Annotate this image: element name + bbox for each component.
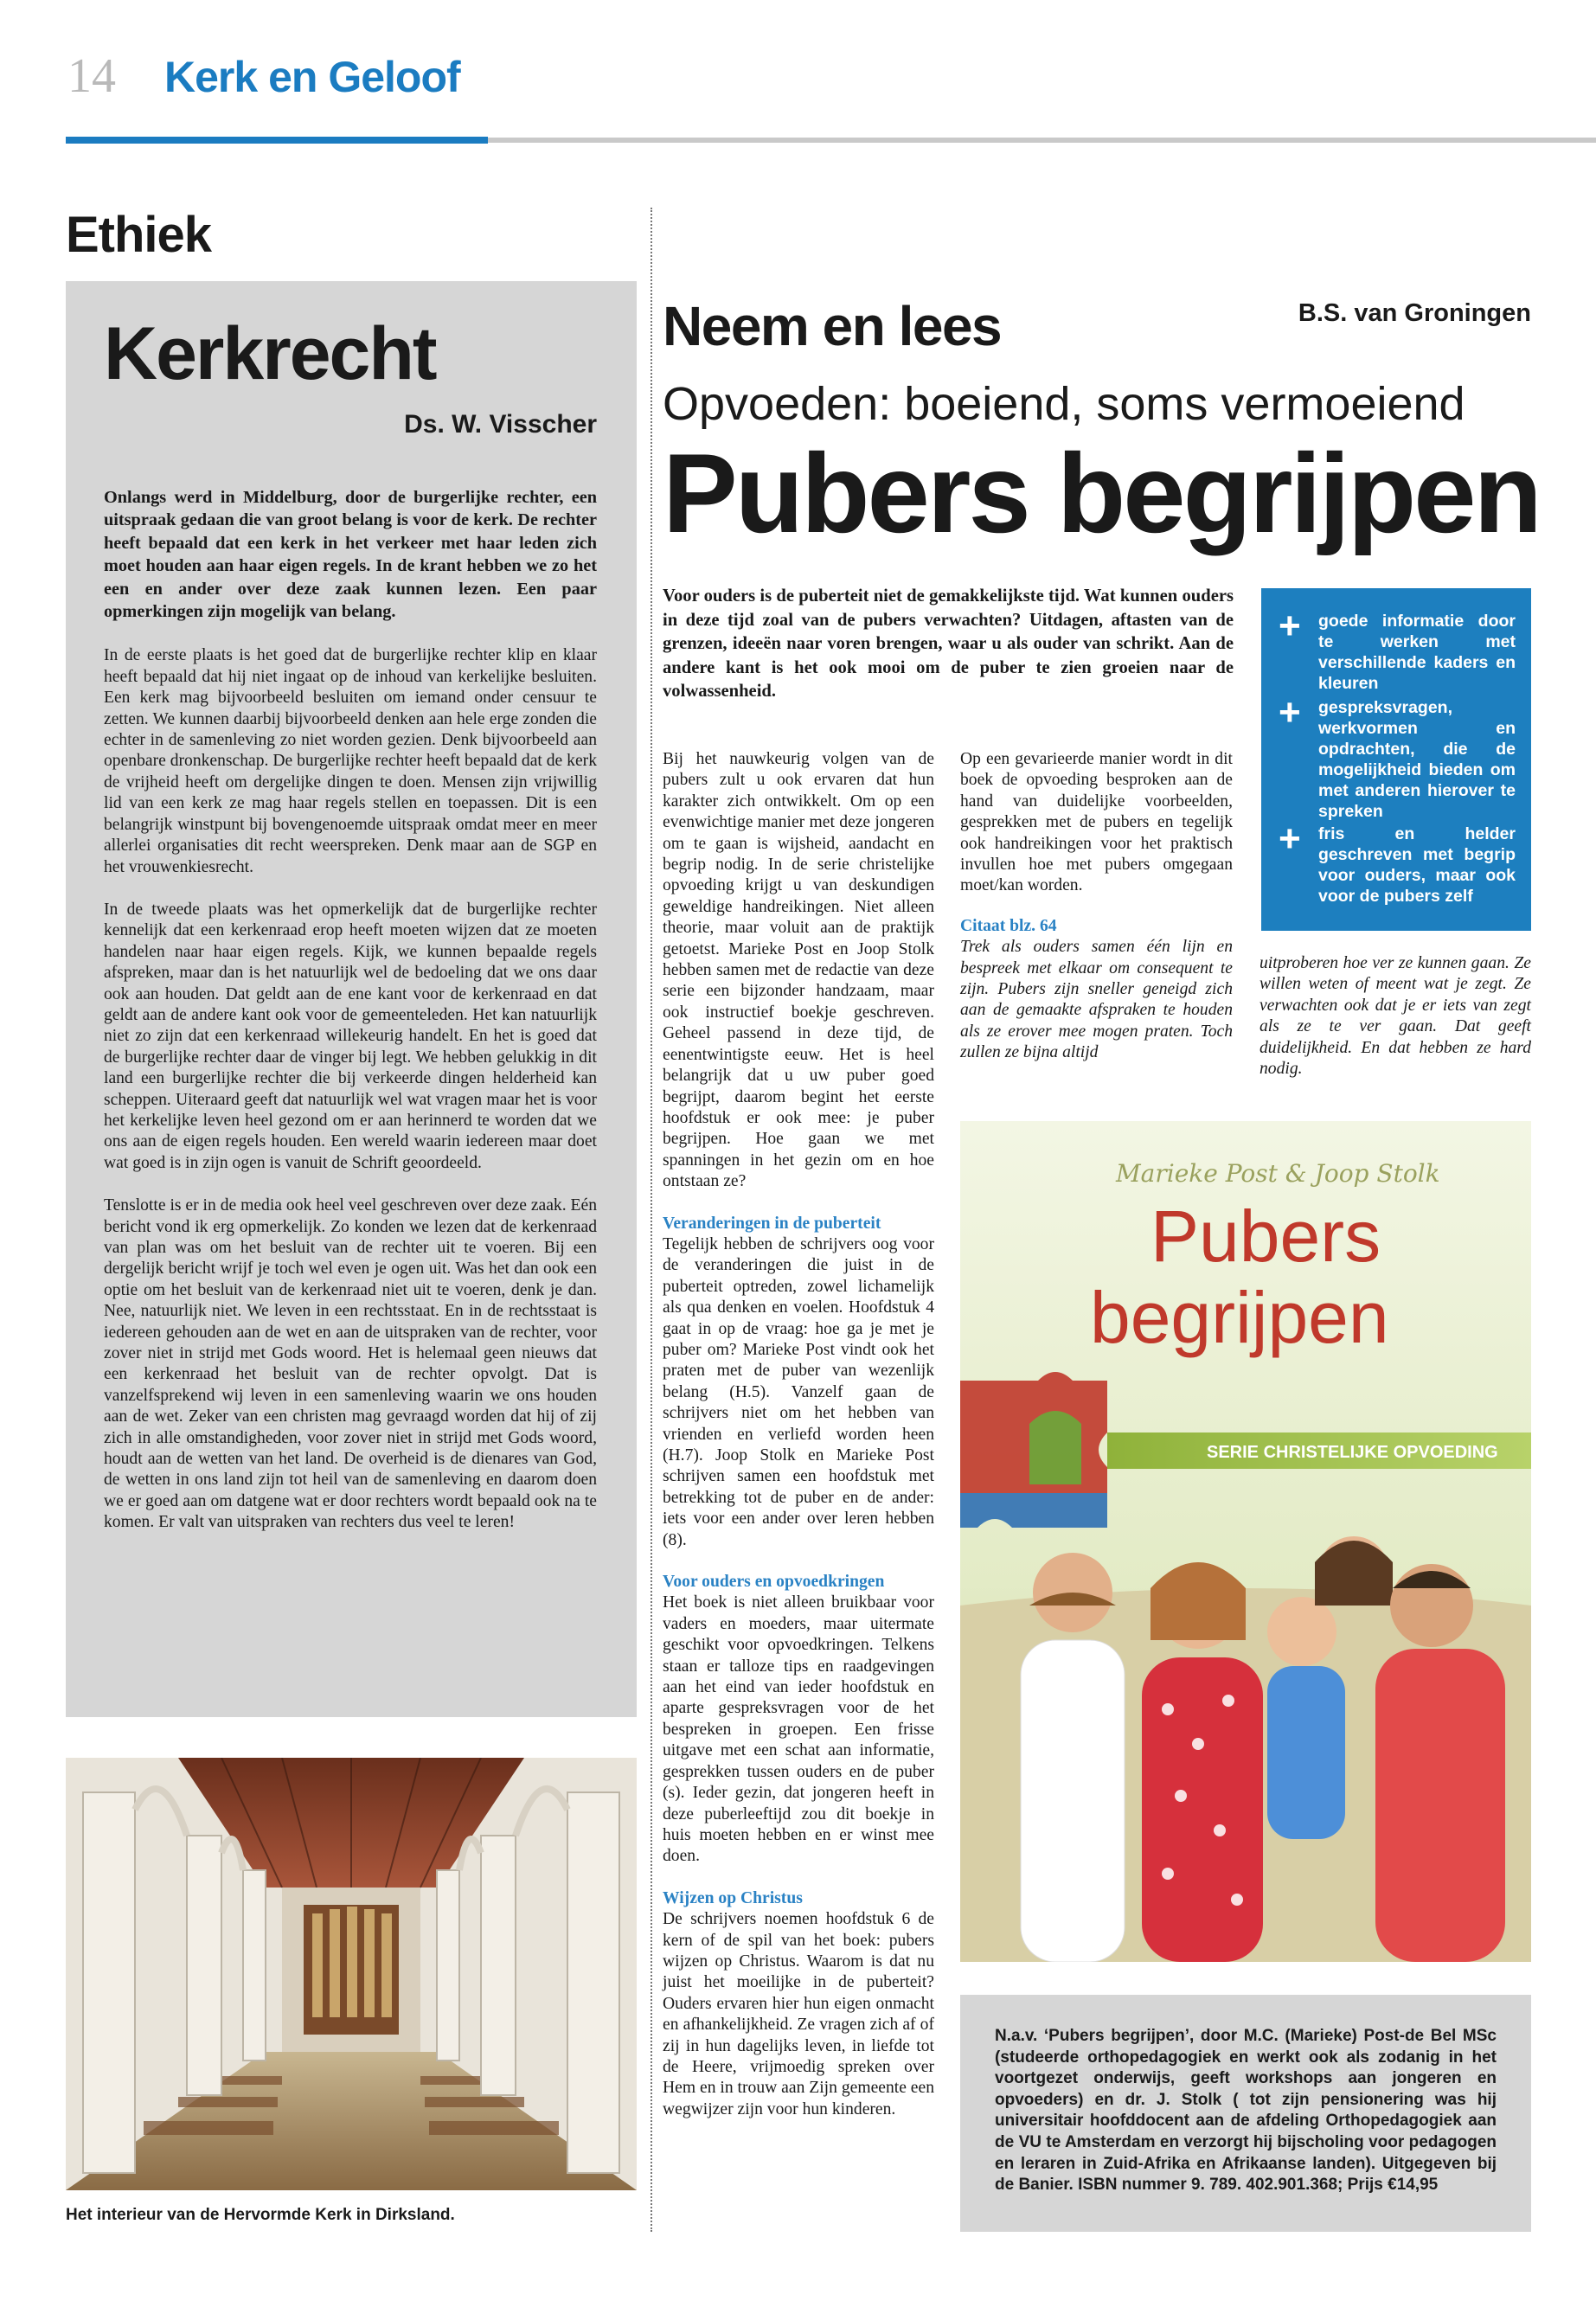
book-info-text: N.a.v. ‘Pubers begrijpen’, door M.C. (Marieke) Post-de Bel MSc (studeerde orthopedagogiek en werkt ook als zodanig in het voortgezet onderwijs, geeft workshops aan jongeren en opvoeders) en dr. J. Stolk ( tot zijn pensionering was hij universitair hoofddocent aan de afdeling Orthopedagogiek aan de VU te Amsterdam en verzorgt hij bijscholing voor pedagogen en leraren in Zuid-Afrika en Afrikaanse landen). Uitgegeven bij de Banier. ISBN nummer 9. 789. 402.901.368; Prijs €14,95 — [995, 2027, 1497, 2195]
book-cover-image — [960, 1121, 1531, 1962]
column-paragraph: Tegelijk hebben de schrijvers oog voor de veranderingen die juist in de puberteit optreden, zowel lichamelijk als qua denken en voelen. Hoofdstuk 4 gaat in op de vraag: hoe ga je met je puber om? Marieke Post vindt ook het praten met de puber van wezenlijk belang (H.5). Vanzelf gaan de schrijvers niet om het hebben van vrienden en verliefd worden heen (H.7). Joop Stolk en Marieke Post schrijven samen een hoofdstuk met betrekking tot de puber en de ander: iets voor een ander over leren hebben (8). — [663, 1234, 934, 1549]
plus-point: goede informatie door te werken met verschillende kaders en kleuren — [1318, 612, 1516, 693]
plus-point: gespreksvragen, werkvormen en opdrachten, die de mogelijkheid bieden om met anderen hierover te spreken — [1318, 698, 1516, 821]
plus-points-box — [1261, 588, 1531, 931]
left-article-intro: Onlangs werd in Middelburg, door de burgerlijke rechter, een uitspraak gedaan die van groot belang is voor de kerk. De rechter heeft bepaald dat een kerk in het verkeer met haar leden zich moet houden aan haar eigen regels. In de krant hebben we zo het een en ander over deze zaak kunnen lezen. Een paar opmerkingen zijn mogelijk van belang. — [104, 488, 597, 622]
cover-title-line2: begrijpen — [1090, 1277, 1389, 1358]
column-paragraph: Op een gevarieerde manier wordt in dit boek de opvoeding besproken aan de hand van duidelijke voorbeelden, gesprekken met de pubers en tegelijk ook handreikingen voor het praktisch invullen hoe met pubers omgegaan moet/kan worden. — [960, 750, 1233, 895]
cover-title-line1: Pubers — [1151, 1195, 1381, 1277]
column-subheading: Veranderingen in de puberteit — [663, 1214, 881, 1233]
page-number: 14 — [67, 49, 116, 103]
right-article-lead: Voor ouders is de puberteit niet de gemakkelijkste tijd. Wat kunnen ouders in deze tijd zoal van de pubers verwachten? Uitdagen, aftasten van de grenzen, ideeën naar voren brengen, waar u als ouder van schrikt. Aan de andere kant is het ook mooi om de puber te zien groeien naar de volwassenheid. — [663, 586, 1234, 701]
puzzle-piece — [960, 1493, 1107, 1528]
cover-series-label: SERIE CHRISTELIJKE OPVOEDING — [1207, 1443, 1498, 1462]
left-article-paragraph: Tenslotte is er in de media ook heel veel geschreven over deze zaak. Eén bericht vond ik erg opmerkelijk. Zo konden we lezen dat de kerkenraad van plan was om het besluit van de rechter uit te voeren. Bij een dergelijk bericht wrijf je toch wel even je ogen uit. Was het dan ook een optie om het besluit van de kerkenraad niet uit te voeren, denk je dan. Nee, natuurlijk niet. We leven in een rechtsstaat. En in de rechtsstaat is iedereen gehouden aan de wet en aan de uitspraken van de rechter, voor zover niet in strijd met Gods woord. Het is helemaal geen nieuws dat een kerkenraad het besluit van de rechter opvolgt. Dat is vanzelfsprekend wij leven in een samenleving waarin we ons houden aan de wet. Zeker van een christen mag gevraagd worden dat hij of zij zich in alle omstandigheden, voor zover niet in strijd met Gods woord, houdt aan de wetten van het land. De overheid is de dienares van God, de wetten in ons land zijn tot heil van de samenleving en daarom doen we er goed aan om datgene wat er door rechters wordt bepaald ook na te komen. Er valt van uitspraken van rechters dus veel te leren! — [104, 1196, 597, 1532]
quote-label: Citaat blz. 64 — [960, 916, 1057, 935]
church-interior-photo — [66, 1758, 637, 2190]
right-article-kicker: Neem en lees — [663, 295, 1002, 357]
article-column-2 — [960, 749, 1233, 1064]
header-rule-accent — [66, 137, 488, 144]
plus-icon: + — [1279, 691, 1301, 734]
right-article-title: Pubers begrijpen — [663, 430, 1540, 556]
column-divider — [651, 208, 652, 2232]
column-subheading: Voor ouders en opvoedkringen — [663, 1573, 885, 1592]
left-article-body — [104, 486, 597, 1555]
photo-caption: Het interieur van de Hervormde Kerk in Dirksland. — [66, 2206, 455, 2224]
plus-point: fris en helder geschreven met begrip voor ouders, maar ook voor de pubers zelf — [1318, 824, 1516, 906]
left-article-paragraph: In de eerste plaats is het goed dat de burgerlijke rechter klip en klaar heeft bepaald dat hij niet ingaat op de inhoud van kerkelijke besluiten. Een kerk mag bijvoorbeeld besluiten om iemand onder censuur te zetten. We kunnen daarbij bijvoorbeeld denken aan hele erge zonden die echter in de samenleving zo niet worden gezien. Denk bijvoorbeeld aan openbare dronkenschap. De burgerlijke rechter heeft bepaald dat de kerk de vrijheid heeft om dergelijke dingen te doen. Mensen zijn vrijwillig lid van een kerk ze mag haar regels stellen en toepassen. Dit is een belangrijk winstpunt bij bovengenoemde uitspraak omdat meer en meer allerlei organisaties dit recht weerspreken. Denk maar aan de SGP en het vrouwenkiesrecht. — [104, 646, 597, 876]
right-article-subtitle: Opvoeden: boeiend, soms vermoeiend — [663, 378, 1465, 430]
column-subheading: Wijzen op Christus — [663, 1888, 803, 1907]
plus-icon: + — [1279, 605, 1301, 647]
column-paragraph: De schrijvers noemen hoofdstuk 6 de kern of de spil van het boek: pubers wijzen op Christus. Waarom is dat nu juist het moeilijke in de puberteit? Ouders ervaren hier hun eigen onmacht en afhankelijkheid. Ze vragen zich af of zij in hun dagelijks leven, in liefde tot de Heere, vrijmoedig spreken over Hem en in trouw aan Zijn gemeente een wegwijzer zijn voor hun kinderen. — [663, 1910, 934, 2118]
section-title: Kerk en Geloof — [164, 53, 460, 101]
column-paragraph: Bij het nauwkeurig volgen van de pubers zult u ook ervaren dat hun karakter zich ontwikkelt. Om op een evenwichtige manier met deze jongeren om te gaan is wijsheid, aandacht en begrip nodig. In de serie christelijke opvoeding krijgt u van deskundigen geweldige handreikingen. Niet alleen theorie, maar voluit aan de praktijk getoetst. Marieke Post en Joop Stolk hebben samen met de redactie van deze serie een bijzonder handzaam, maar ook instructief boekje geschreven. Geheel passend in deze tijd, de eenentwintigste eeuw. Het is heel belangrijk dat u uw puber goed begrijpt, daarom begint het eerste hoofdstuk er ook mee: je puber begrijpen. Hoe gaan we met spanningen in het gezin om en hoe ontstaan ze? — [663, 750, 934, 1191]
article-column-1 — [663, 749, 934, 2120]
left-article-title: Kerkrecht — [104, 312, 436, 395]
right-article-author: B.S. van Groningen — [1298, 299, 1531, 327]
cover-authors: Marieke Post & Joop Stolk — [1116, 1159, 1440, 1188]
header-rule — [488, 138, 1596, 143]
left-article-paragraph: In de tweede plaats was het opmerkelijk dat de burgerlijke rechter kennelijk dat een kerkenraad erop heeft moeten wijzen dat ze moeten handelen naar haar eigen regels. Kijk, we kunnen bepaalde regels afspreken, maar dan is het natuurlijk wel de bedoeling dat we ons daar ook aan houden. Dat geldt aan de ene kant voor de kerkenraad en dat geldt aan de andere kant ook voor de gemeenteleden. Het kan natuurlijk niet zo zijn dat een kerkenraad willekeurig handelt. En het is goed dat de burgerlijke rechter daar de vinger bij legt. We hebben gelukkig in dit land een burgerlijke rechter die bij verkeerde dingen helderheid kan scheppen. Uiteraard geeft dat natuurlijk wel wat vragen maar het is voor het kerkelijke leven heel gezond om er aan herinnerd te worden dat we ons aan de eigen regels houden. Een wereld waarin iedereen maar doet wat goed is in zijn ogen is vanuit de Schrift geoordeeld. — [104, 900, 597, 1172]
puzzle-piece — [1029, 1411, 1081, 1484]
category-heading: Ethiek — [66, 207, 212, 263]
quote-text: Trek als ouders samen één lijn en bespreek met elkaar om consequent te zijn. Pubers zijn sneller geneigd zich aan de gemaakte afspraken te houden als ze erover mee mogen praten. Toch zullen ze bijna altijd — [960, 938, 1233, 1062]
left-article-author: Ds. W. Visscher — [404, 410, 597, 439]
quote-continuation: uitproberen hoe ver ze kunnen gaan. Ze willen weten of meent wat je zegt. Ze verwachten ook dat je er iets van zegt als ze te ver gaan. Dat geeft duidelijkheid. En dat hebben ze hard nodig. — [1259, 954, 1531, 1079]
column-paragraph: Het boek is niet alleen bruikbaar voor vaders en moeders, maar uitermate geschikt voor opvoedkringen. Telkens staan er talloze tips en raadgevingen aan het eind van ieder hoofdstuk en aparte gespreksvragen voor de het bespreken in groepen. Een frisse uitgave met een schat aan informatie, gesprekken tussen ouders en de puber (s). Ieder gezin, dat jongeren heeft in deze puberleeftijd zou dit boekje in huis moeten hebben en er winst mee doen. — [663, 1593, 934, 1866]
plus-icon: + — [1279, 817, 1301, 860]
